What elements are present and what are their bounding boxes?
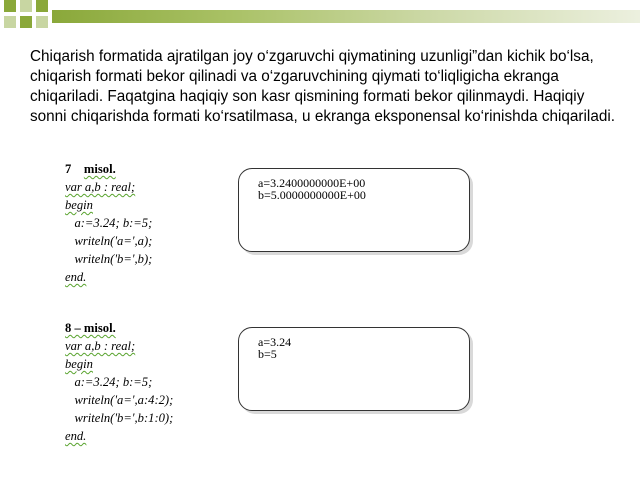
decor-square [20,0,32,12]
decor-square [20,16,32,28]
decor-square [36,16,48,28]
code-line: writeln('a=',a); [65,234,153,248]
example-7-output-box [238,168,470,252]
code-line: a:=3.24; b:=5; [65,375,153,389]
header-decoration-bar [52,10,640,23]
output-line: b=5.0000000000E+00 [258,188,366,202]
code-line: writeln('b=',b); [65,252,153,266]
example-7-number: 7 [65,162,72,176]
output-line: b=5 [258,347,277,361]
intro-paragraph: Chiqarish formatida ajratilgan joy o‘zgaruvchi qiymatining uzunligi”dan kichik bo‘lsa, chiqarish formati bekor qilinadi va o‘zgaruvchining qiymati to‘liqligicha ekranga chiqariladi. Faqatgina haqiqiy son kasr qismining formati bekor qilinmaydi. Haqiqiy sonni chiqarishda formati ko‘rsatilmasa, u ekranga eksponensal ko‘rinishda chiqariladi. [30,48,615,125]
header-decoration-squares [0,0,60,40]
code-line: end. [65,270,87,284]
code-line: var a,b : real; [65,339,136,353]
code-line: a:=3.24; b:=5; [65,216,153,230]
code-line: begin [65,198,93,212]
example-7-code [65,160,152,286]
code-line: var a,b : real; [65,180,136,194]
output-line: a=3.24 [258,335,292,349]
code-line: writeln('b=',b:1:0); [65,411,174,425]
example-8-output-box [238,327,470,411]
decor-square [4,0,16,12]
code-line: begin [65,357,93,371]
example-8-title: 8 – misol. [65,321,116,335]
example-8-code [65,319,173,445]
decor-square [4,16,16,28]
example-7-word: misol. [83,162,116,176]
code-line: writeln('a=',a:4:2); [65,393,174,407]
example-7-title [65,160,152,178]
decor-square [36,0,48,12]
code-line: end. [65,429,87,443]
output-line: a=3.2400000000E+00 [258,176,366,190]
